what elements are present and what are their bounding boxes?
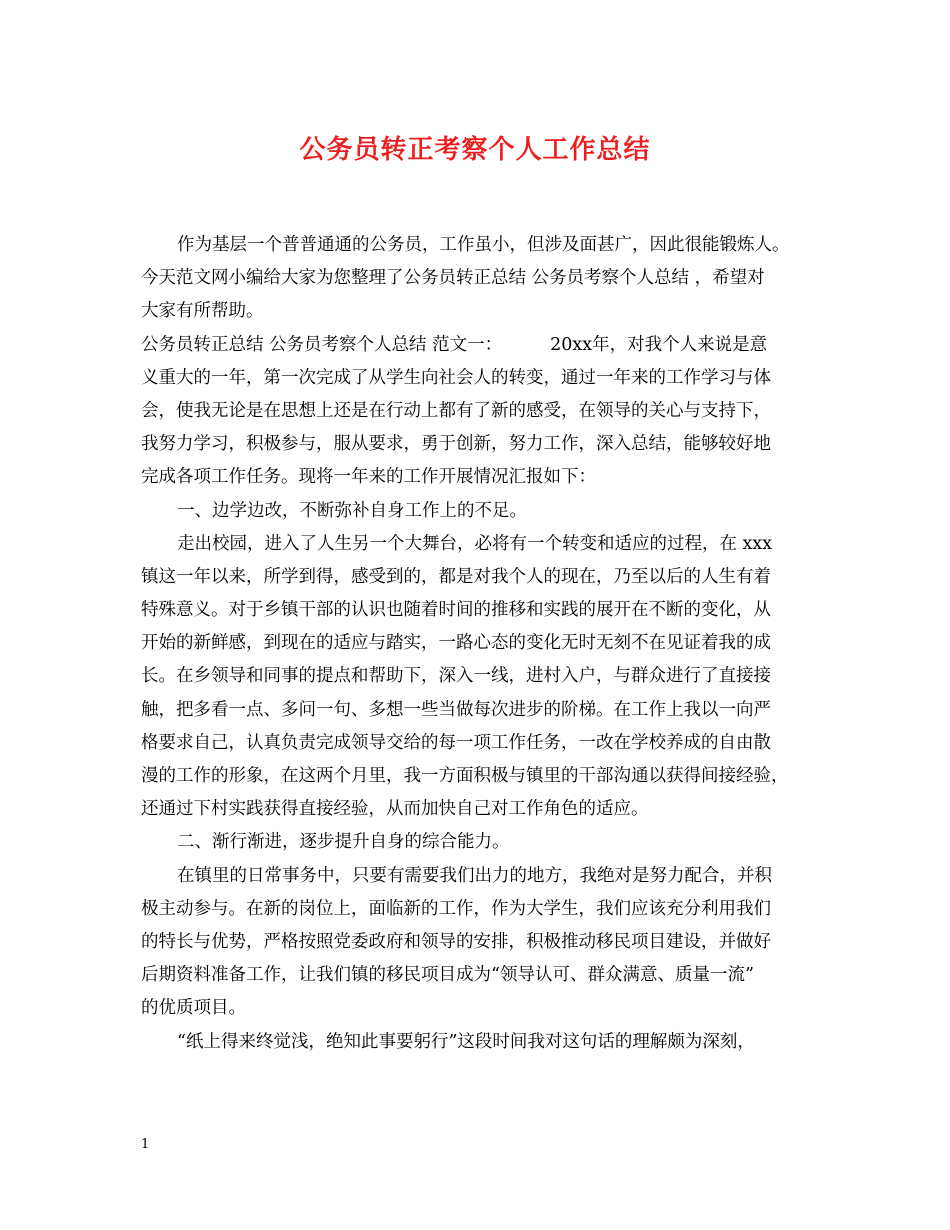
paragraph-line: 长。在乡领导和同事的提点和帮助下，深入一线，进村入户，与群众进行了直接接 <box>141 666 771 687</box>
paragraph-line: 作为基层一个普普通通的公务员，工作虽小，但涉及面甚广，因此很能锻炼人。 <box>177 235 790 255</box>
sample-heading: 公务员转正总结 公务员考察个人总结 范文一： <box>141 334 503 355</box>
paragraph-line: 会，使我无论是在思想上还是在行动上都有了新的感受，在领导的关心与支持下， <box>141 400 771 421</box>
paragraph-line: 镇这一年以来，所学到得，感受到的，都是对我个人的现在，乃至以后的人生有着 <box>141 566 771 587</box>
section-heading: 一、边学边改，不断弥补自身工作上的不足。 <box>177 500 527 521</box>
paragraph-line: 开始的新鲜感，到现在的适应与踏实，一路心态的变化无时无刻不在见证着我的成 <box>141 633 771 654</box>
paragraph-line: 后期资料准备工作，让我们镇的移民项目成为“领导认可、群众满意、质量一流” <box>141 965 754 986</box>
paragraph-line: 完成各项工作任务。现将一年来的工作开展情况汇报如下： <box>141 467 596 488</box>
page-number: 1 <box>141 1137 150 1152</box>
paragraph-line: 在镇里的日常事务中，只要有需要我们出力的地方，我绝对是努力配合，并积 <box>177 865 772 886</box>
section-heading: 二、渐行渐进，逐步提升自身的综合能力。 <box>177 832 510 853</box>
paragraph-line: 大家有所帮助。 <box>141 301 264 322</box>
paragraph-line: 还通过下村实践获得直接经验，从而加快自己对工作角色的适应。 <box>141 799 649 820</box>
paragraph-line: 触，把多看一点、多问一句、多想一些当做每次进步的阶梯。在工作上我以一向严 <box>141 699 771 720</box>
paragraph-line: 今天范文网小编给大家为您整理了公务员转正总结 公务员考察个人总结 ，希望对 <box>141 268 765 289</box>
document-title: 公务员转正考察个人工作总结 <box>299 135 651 165</box>
paragraph-line: 义重大的一年，第一次完成了从学生向社会人的转变，通过一年来的工作学习与体 <box>141 367 771 388</box>
paragraph-line: 走出校园，进入了人生另一个大舞台，必将有一个转变和适应的过程，在 xxx <box>177 533 773 554</box>
paragraph-line: 特殊意义。对于乡镇干部的认识也随着时间的推移和实践的展开在不断的变化，从 <box>141 600 771 621</box>
paragraph-text: 20xx年，对我个人来说是意 <box>550 334 768 355</box>
paragraph-line <box>141 329 821 362</box>
paragraph-line: 的特长与优势，严格按照党委政府和领导的安排，积极推动移民项目建设，并做好 <box>141 931 771 952</box>
paragraph-line: 格要求自己，认真负责完成领导交给的每一项工作任务，一改在学校养成的自由散 <box>141 732 771 753</box>
paragraph-line: 漫的工作的形象，在这两个月里，我一方面积极与镇里的干部沟通以获得间接经验， <box>141 766 789 786</box>
document-body <box>141 229 821 1059</box>
paragraph-line: 的优质项目。 <box>141 998 246 1019</box>
paragraph-line: “纸上得来终觉浅，绝知此事要躬行”这段时间我对这句话的理解颇为深刻， <box>177 1031 755 1052</box>
paragraph-line: 极主动参与。在新的岗位上，面临新的工作，作为大学生，我们应该充分利用我们 <box>141 898 771 919</box>
paragraph-line: 我努力学习，积极参与，服从要求，勇于创新，努力工作，深入总结，能够较好地 <box>141 434 771 455</box>
